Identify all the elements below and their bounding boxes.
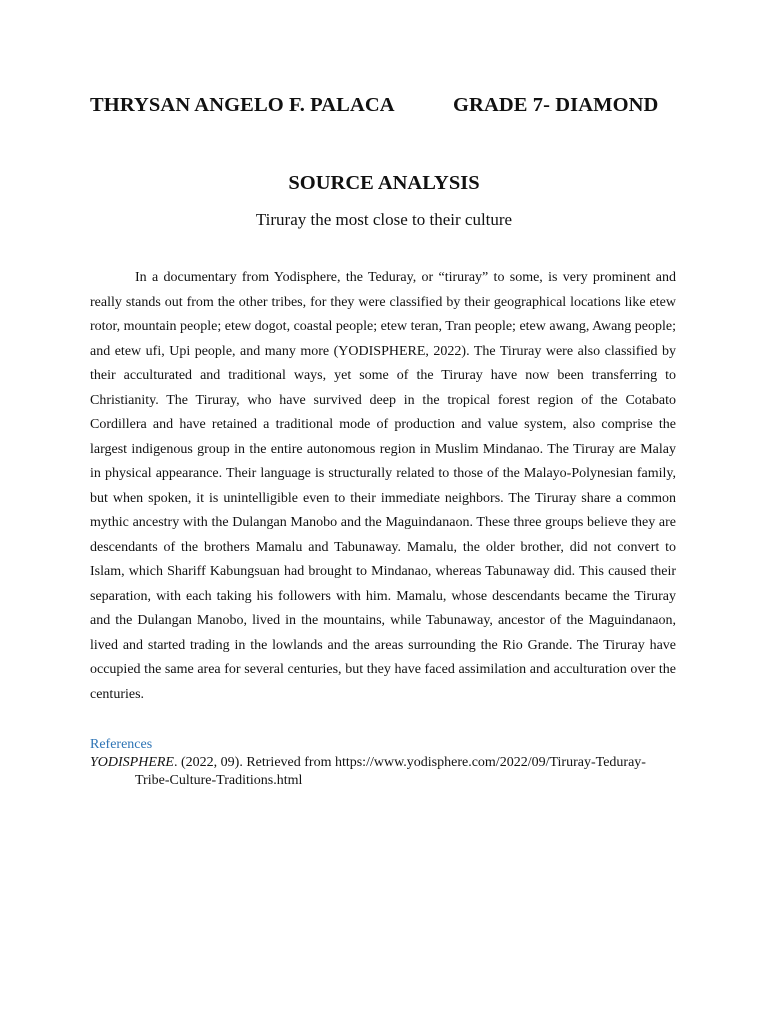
author-name: THRYSAN ANGELO F. PALACA — [90, 94, 395, 116]
header-line — [90, 94, 680, 120]
reference-details: . (2022, 09). Retrieved from https://www.yodisphere.com/2022/09/Tiruray-Teduray-Tribe-Culture-Traditions.html — [135, 755, 646, 788]
references-heading: References — [90, 737, 153, 752]
document-subtitle: Tiruray the most close to their culture — [255, 210, 513, 229]
grade-section: GRADE 7- DIAMOND — [453, 94, 659, 116]
body-paragraph: In a documentary from Yodisphere, the Teduray, or “tiruray” to some, is very prominent and really stands out from the other tribes, for they were classified by their geographical locations like etew rotor, mountain people; etew dogot, coastal people; etew teran, Tran people; etew awang, Awang people; and etew ufi, Upi people, and many more (YODISPHERE, 2022). The Tiruray were also classified by their acculturated and traditional ways, yet some of the Tiruray have now been transferring to Christianity. The Tiruray, who have survived deep in the tropical forest region of the Cotabato Cordillera and have retained a traditional mode of production and value system, also comprise the largest indigenous group in the entire autonomous region in Muslim Mindanao. The Tiruray are Malay in physical appearance. Their language is structurally related to those of the Malayo-Polynesian family, but when spoken, it is unintelligible even to their immediate neighbors. The Tiruray share a common mythic ancestry with the Dulangan Manobo and the Maguindanaon. These three groups believe they are descendants of the brothers Mamalu and Tabunaway. Mamalu, the older brother, did not convert to Islam, which Shariff Kabungsuan had brought to Mindanao, whereas Tabunaway did. This caused their separation, with each taking his followers with him. Mamalu, whose descendants became the Tiruray and the Dulangan Manobo, lived in the mountains, while Tabunaway, ancestor of the Maguindanaon, lived and started trading in the lowlands and the areas surrounding the Rio Grande. The Tiruray have occupied the same area for several centuries, but they have faced assimilation and acculturation over the centuries. — [90, 270, 676, 702]
reference-entry — [90, 754, 678, 790]
document-title: SOURCE ANALYSIS — [288, 172, 480, 194]
reference-source: YODISPHERE — [90, 755, 174, 770]
